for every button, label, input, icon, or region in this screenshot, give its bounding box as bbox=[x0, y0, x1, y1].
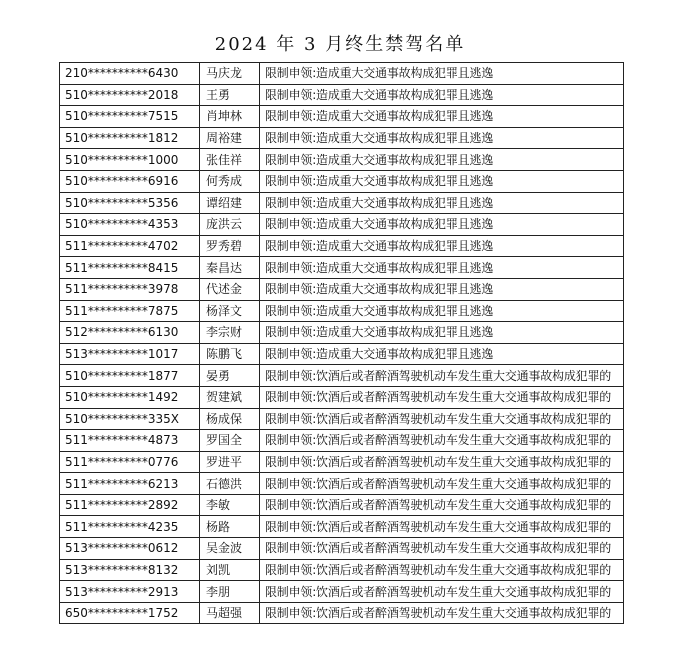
reason-cell: 限制申领:饮酒后或者醉酒驾驶机动车发生重大交通事故构成犯罪的 bbox=[260, 386, 624, 408]
table-row bbox=[60, 430, 624, 452]
name-cell: 秦昌达 bbox=[200, 257, 260, 279]
table-row bbox=[60, 473, 624, 495]
name-cell: 晏勇 bbox=[200, 365, 260, 387]
id-number-cell: 511**********4702 bbox=[60, 235, 200, 257]
reason-cell: 限制申领:饮酒后或者醉酒驾驶机动车发生重大交通事故构成犯罪的 bbox=[260, 494, 624, 516]
id-number-cell: 511**********4873 bbox=[60, 430, 200, 452]
id-number-cell: 510**********6916 bbox=[60, 170, 200, 192]
table-row bbox=[60, 516, 624, 538]
table-row bbox=[60, 602, 624, 624]
id-number-cell: 513**********1017 bbox=[60, 343, 200, 365]
id-number-cell: 510**********1492 bbox=[60, 386, 200, 408]
id-number-cell: 510**********2018 bbox=[60, 84, 200, 106]
name-cell: 陈鹏飞 bbox=[200, 343, 260, 365]
id-number-cell: 511**********4235 bbox=[60, 516, 200, 538]
reason-cell: 限制申领:饮酒后或者醉酒驾驶机动车发生重大交通事故构成犯罪的 bbox=[260, 451, 624, 473]
reason-cell: 限制申领:饮酒后或者醉酒驾驶机动车发生重大交通事故构成犯罪的 bbox=[260, 516, 624, 538]
id-number-cell: 510**********1000 bbox=[60, 149, 200, 171]
reason-cell: 限制申领:饮酒后或者醉酒驾驶机动车发生重大交通事故构成犯罪的 bbox=[260, 473, 624, 495]
id-number-cell: 511**********3978 bbox=[60, 278, 200, 300]
name-cell: 吴金波 bbox=[200, 538, 260, 560]
id-number-cell: 513**********2913 bbox=[60, 581, 200, 603]
id-number-cell: 650**********1752 bbox=[60, 602, 200, 624]
table-row bbox=[60, 365, 624, 387]
name-cell: 罗国全 bbox=[200, 430, 260, 452]
reason-cell: 限制申领:饮酒后或者醉酒驾驶机动车发生重大交通事故构成犯罪的 bbox=[260, 365, 624, 387]
reason-cell: 限制申领:造成重大交通事故构成犯罪且逃逸 bbox=[260, 278, 624, 300]
table-row bbox=[60, 343, 624, 365]
reason-cell: 限制申领:造成重大交通事故构成犯罪且逃逸 bbox=[260, 106, 624, 128]
name-cell: 马超强 bbox=[200, 602, 260, 624]
reason-cell: 限制申领:造成重大交通事故构成犯罪且逃逸 bbox=[260, 63, 624, 85]
table-row bbox=[60, 63, 624, 85]
reason-cell: 限制申领:造成重大交通事故构成犯罪且逃逸 bbox=[260, 235, 624, 257]
reason-cell: 限制申领:造成重大交通事故构成犯罪且逃逸 bbox=[260, 214, 624, 236]
table-row bbox=[60, 127, 624, 149]
reason-cell: 限制申领:造成重大交通事故构成犯罪且逃逸 bbox=[260, 343, 624, 365]
id-number-cell: 510**********1877 bbox=[60, 365, 200, 387]
reason-cell: 限制申领:饮酒后或者醉酒驾驶机动车发生重大交通事故构成犯罪的 bbox=[260, 538, 624, 560]
table-row bbox=[60, 494, 624, 516]
name-cell: 李朋 bbox=[200, 581, 260, 603]
name-cell: 杨路 bbox=[200, 516, 260, 538]
reason-cell: 限制申领:造成重大交通事故构成犯罪且逃逸 bbox=[260, 322, 624, 344]
id-number-cell: 511**********8415 bbox=[60, 257, 200, 279]
id-number-cell: 511**********2892 bbox=[60, 494, 200, 516]
table-row bbox=[60, 214, 624, 236]
name-cell: 谭绍建 bbox=[200, 192, 260, 214]
table-row bbox=[60, 408, 624, 430]
reason-cell: 限制申领:造成重大交通事故构成犯罪且逃逸 bbox=[260, 257, 624, 279]
reason-cell: 限制申领:造成重大交通事故构成犯罪且逃逸 bbox=[260, 300, 624, 322]
name-cell: 肖坤林 bbox=[200, 106, 260, 128]
name-cell: 罗秀碧 bbox=[200, 235, 260, 257]
id-number-cell: 513**********8132 bbox=[60, 559, 200, 581]
name-cell: 刘凯 bbox=[200, 559, 260, 581]
table-row bbox=[60, 451, 624, 473]
reason-cell: 限制申领:饮酒后或者醉酒驾驶机动车发生重大交通事故构成犯罪的 bbox=[260, 602, 624, 624]
id-number-cell: 511**********7875 bbox=[60, 300, 200, 322]
name-cell: 马庆龙 bbox=[200, 63, 260, 85]
name-cell: 杨成保 bbox=[200, 408, 260, 430]
id-number-cell: 510**********1812 bbox=[60, 127, 200, 149]
id-number-cell: 510**********335X bbox=[60, 408, 200, 430]
name-cell: 周裕建 bbox=[200, 127, 260, 149]
table-row bbox=[60, 300, 624, 322]
id-number-cell: 510**********4353 bbox=[60, 214, 200, 236]
id-number-cell: 513**********0612 bbox=[60, 538, 200, 560]
name-cell: 代述金 bbox=[200, 278, 260, 300]
id-number-cell: 510**********5356 bbox=[60, 192, 200, 214]
reason-cell: 限制申领:饮酒后或者醉酒驾驶机动车发生重大交通事故构成犯罪的 bbox=[260, 581, 624, 603]
page-title: 2024 年 3 月终生禁驾名单 bbox=[214, 34, 466, 55]
table-row bbox=[60, 386, 624, 408]
table-row bbox=[60, 84, 624, 106]
name-cell: 李敏 bbox=[200, 494, 260, 516]
table-row bbox=[60, 106, 624, 128]
ban-list-body bbox=[60, 63, 624, 624]
table-row bbox=[60, 581, 624, 603]
name-cell: 何秀成 bbox=[200, 170, 260, 192]
id-number-cell: 511**********0776 bbox=[60, 451, 200, 473]
name-cell: 李宗财 bbox=[200, 322, 260, 344]
id-number-cell: 511**********6213 bbox=[60, 473, 200, 495]
id-number-cell: 210**********6430 bbox=[60, 63, 200, 85]
table-row bbox=[60, 149, 624, 171]
id-number-cell: 510**********7515 bbox=[60, 106, 200, 128]
table-row bbox=[60, 559, 624, 581]
id-number-cell: 512**********6130 bbox=[60, 322, 200, 344]
reason-cell: 限制申领:造成重大交通事故构成犯罪且逃逸 bbox=[260, 170, 624, 192]
reason-cell: 限制申领:造成重大交通事故构成犯罪且逃逸 bbox=[260, 149, 624, 171]
table-row bbox=[60, 235, 624, 257]
reason-cell: 限制申领:饮酒后或者醉酒驾驶机动车发生重大交通事故构成犯罪的 bbox=[260, 430, 624, 452]
reason-cell: 限制申领:造成重大交通事故构成犯罪且逃逸 bbox=[260, 192, 624, 214]
ban-list-table bbox=[59, 62, 624, 624]
table-row bbox=[60, 322, 624, 344]
reason-cell: 限制申领:饮酒后或者醉酒驾驶机动车发生重大交通事故构成犯罪的 bbox=[260, 559, 624, 581]
reason-cell: 限制申领:造成重大交通事故构成犯罪且逃逸 bbox=[260, 84, 624, 106]
name-cell: 贺建斌 bbox=[200, 386, 260, 408]
table-row bbox=[60, 538, 624, 560]
reason-cell: 限制申领:饮酒后或者醉酒驾驶机动车发生重大交通事故构成犯罪的 bbox=[260, 408, 624, 430]
name-cell: 张佳祥 bbox=[200, 149, 260, 171]
table-row bbox=[60, 192, 624, 214]
table-row bbox=[60, 170, 624, 192]
name-cell: 石德洪 bbox=[200, 473, 260, 495]
name-cell: 王勇 bbox=[200, 84, 260, 106]
name-cell: 杨泽文 bbox=[200, 300, 260, 322]
table-row bbox=[60, 257, 624, 279]
reason-cell: 限制申领:造成重大交通事故构成犯罪且逃逸 bbox=[260, 127, 624, 149]
name-cell: 罗进平 bbox=[200, 451, 260, 473]
name-cell: 庞洪云 bbox=[200, 214, 260, 236]
table-row bbox=[60, 278, 624, 300]
